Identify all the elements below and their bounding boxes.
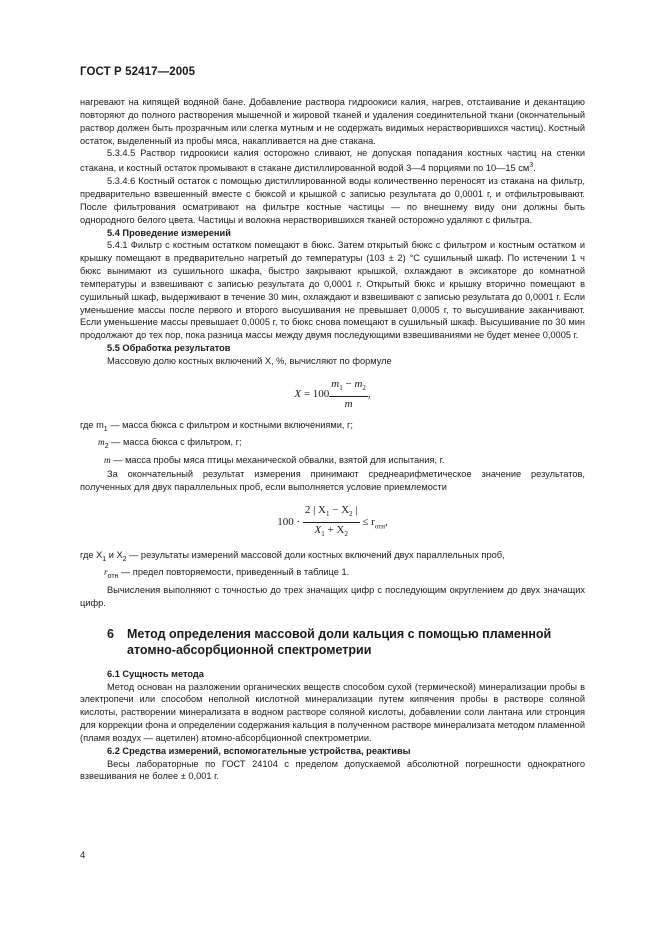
formula-bone-fraction: X = 100 $\frac{m_1 - m_2}{m}$ , — [294, 377, 371, 410]
where-m2: $m_2$ — масса бюкса с фильтром, г; — [98, 437, 242, 451]
heading-5-5: 5.5 Обработка результатов — [107, 343, 231, 354]
heading-6-1: 6.1 Сущность метода — [107, 668, 204, 679]
paragraph-6-2: Весы лабораторные по ГОСТ 24104 с пределом допускаемой абсолютной погрешности однократного взвешивания не более ± 0,001 г. — [80, 758, 585, 782]
formula-acceptability: 100 · $\frac{2 | X_1 - X_2 |}{X_1 + X_2}$ ≤ $r_{отн}$, — [277, 503, 388, 538]
standard-header: ГОСТ Р 52417—2005 — [80, 66, 196, 78]
where-m: m — масса пробы мяса птицы механической обвалки, взятой для испытания, г. — [104, 455, 445, 467]
heading-6-2: 6.2 Средства измерений, вспомогательные устройства, реактивы — [107, 745, 411, 756]
heading-5-4: 5.4 Проведение измерений — [107, 227, 231, 238]
paragraph-calculations: Вычисления выполняют с точностью до трех значащих цифр с последующим округлением до двух значащих цифр. — [80, 585, 585, 608]
page-number: 4 — [80, 850, 86, 861]
where-r-rel: $r_{отн}$ — предел повторяемости, приведенный в таблице 1. — [104, 567, 350, 581]
paragraph-5-3-4-5: 5.3.4.5 Раствор гидроокиси калия осторожно сливают, не допуская попадания костных частиц на стенки стакана, и костный остаток промывают в стакане дистиллированной водой 3—4 порциями по 10—15 $см^3$. — [80, 148, 585, 174]
paragraph-final-result: За окончательный результат измерения принимают среднеарифметическое значение результатов, полученных для двух параллельных проб, если выполняется условие приемлемости — [80, 468, 585, 492]
section-6-heading: 6 Метод определения массовой доли кальция с помощью пламенной атомно-абсорбционной спектрометрии — [107, 626, 552, 657]
where-m1: где $m_1$ — масса бюкса с фильтром и костными включениями, г; — [80, 419, 353, 433]
paragraph-5-5: Массовую долю костных включений X, %, вычисляют по формуле — [107, 355, 392, 366]
where-x1-x2: где $X_1$ и $X_2$ — результаты измерений массовой доли костных включений двух параллельных проб, — [80, 549, 505, 563]
paragraph-continuation: нагревают на кипящей водяной бане. Добавление раствора гидроокиси калия, нагрев, отстаивание и декантацию повторяют до полного растворения мышечной и жировой тканей и удаления соединительной ткани (окончательный раствор должен быть прозрачным или слегка мутным и не содержать видимых нерастворившихся частиц). Костный остаток, выделенный из пробы мяса, накапливается на дне стакана. — [80, 97, 585, 146]
paragraph-5-3-4-6: 5.3.4.6 Костный остаток с помощью дистиллированной воды количественно переносят из стакана на фильтр, предварительно взвешенный вместе с бюксой и крышкой с записью результата до 0,0001 г, и отфильтровывают. После фильтрования осматривают на фильтре костные частицы — по внешнему виду они должны быть однородного белого цвета. Частицы и волокна нерастворившихся тканей осторожно удаляют с фильтра. — [80, 176, 585, 225]
paragraph-5-4-1: 5.4.1 Фильтр с костным остатком помещают в бюкс. Затем открытый бюкс с фильтром и костным остатком и крышку помещают в предварительно нагретый до температуры (103 ± 2) °С сушильный шкаф. По истечении 1 ч бюкс вынимают из сушильного шкафа, быстро закрывают крышкой, охлаждают в эксикаторе до комнатной температуры и взвешивают с записью результата до 0,0001 г. Открытый бюкс и крышку вторично помещают в сушильный шкаф, выдерживают в течение 30 мин, охлаждают и взвешивают с записью результата до 0,0001 г. Если уменьшение массы после первого и второго высушивания не превышает 0,0005 г, то высушивание заканчивают. Если уменьшение массы превышает 0,0005 г, то бюкс снова помещают в сушильный шкаф. Высушивание по 30 мин продолжают до тех пор, пока разница массы между двумя последующими взвешиваниями не будет менее 0,0005 г. — [80, 240, 585, 341]
document-body — [80, 96, 585, 783]
paragraph-6-1: Метод основан на разложении органических веществ способом сухой (термической) минерализации пробы в электропечи или способом неполной кислотной минерализации путем кипячения пробы в растворе соляной кислоты, растворении минерализата в водном растворе соляной кислоты, добавлении соли лантана или стронция для коррекции фона и определении содержания кальция в полученном растворе минерализата методом пламенной (пламя воздух — ацетилен) атомно-абсорбционной спектрометрии. — [80, 681, 585, 743]
